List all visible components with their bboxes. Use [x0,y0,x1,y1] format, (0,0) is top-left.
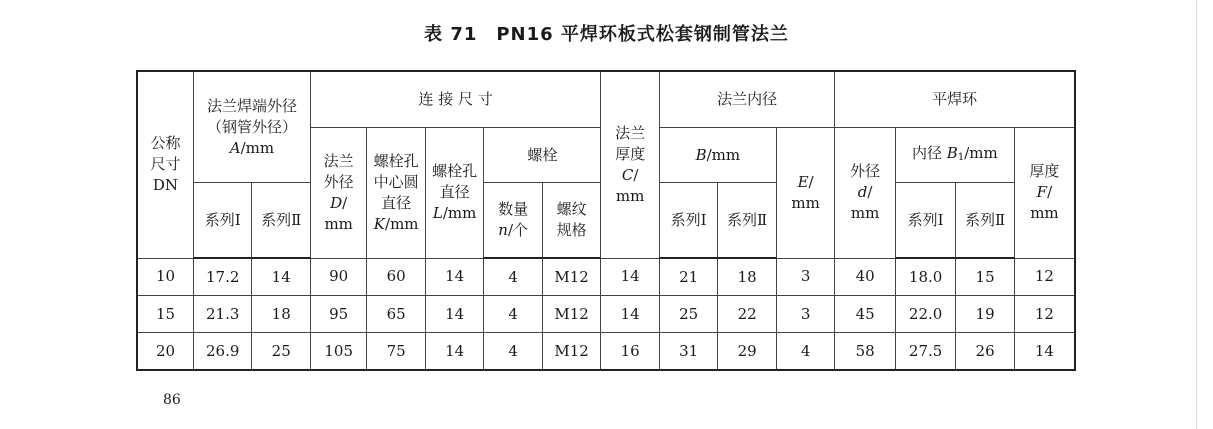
header-ring-od: 外径 d/ mm [835,128,896,259]
cell: M12 [542,333,601,371]
cell: 17.2 [193,258,251,296]
header-bolt-hole: 螺栓孔 直径 L/mm [425,128,483,259]
cell: 3 [776,258,835,296]
cell: 90 [310,258,366,296]
header-flange-od: 法兰 外径 D/ mm [310,128,366,259]
cell: 19 [956,296,1014,333]
cell: 14 [425,258,483,296]
cell: 29 [718,333,776,371]
header-dn: 公称 尺寸 DN [137,71,193,258]
cell: 25 [252,333,311,371]
cell: 15 [956,258,1014,296]
cell: 14 [252,258,311,296]
cell: 105 [310,333,366,371]
cell: 12 [1014,258,1075,296]
cell: 4 [484,258,542,296]
cell: M12 [542,296,601,333]
cell: 26 [956,333,1014,371]
cell: 75 [367,333,425,371]
header-bolt-count: 数量 n/个 [484,183,542,259]
header-weld-od: 法兰焊端外径 （钢管外径） A/mm [193,71,310,183]
cell: 12 [1014,296,1075,333]
cell: 31 [659,333,717,371]
header-inner-b-series2: 系列Ⅱ [718,183,776,259]
cell: 22 [718,296,776,333]
cell: 95 [310,296,366,333]
cell: 27.5 [895,333,956,371]
cell: 15 [137,296,193,333]
cell: 4 [484,296,542,333]
header-ring: 平焊环 [835,71,1075,128]
cell: 3 [776,296,835,333]
header-bolt: 螺栓 [484,128,601,183]
page-number: 86 [163,392,181,408]
header-inner-diameter: 法兰内径 [659,71,834,128]
header-inner-b-series1: 系列Ⅰ [659,183,717,259]
table-row [137,333,1075,371]
header-inner-e: E/ mm [776,128,835,259]
header-ring-id-series2: 系列Ⅱ [956,183,1014,259]
cell: 14 [425,296,483,333]
cell: 21.3 [193,296,251,333]
cell: 4 [776,333,835,371]
header-inner-b: B/mm [659,128,776,183]
header-thickness: 法兰 厚度 C/ mm [601,71,659,258]
cell: 18 [718,258,776,296]
cell: 14 [1014,333,1075,371]
cell: 65 [367,296,425,333]
cell: 20 [137,333,193,371]
cell: 18 [252,296,311,333]
header-ring-thickness: 厚度 F/ mm [1014,128,1075,259]
header-ring-id-series1: 系列Ⅰ [895,183,956,259]
cell: 4 [484,333,542,371]
cell: 14 [601,296,659,333]
table-row [137,296,1075,333]
cell: 22.0 [895,296,956,333]
cell: 16 [601,333,659,371]
cell: 58 [835,333,896,371]
page-edge-line [1196,0,1197,429]
cell: 40 [835,258,896,296]
cell: 18.0 [895,258,956,296]
table-title: 表 71 PN16 平焊环板式松套钢制管法兰 [424,24,789,45]
table-row [137,258,1075,296]
cell: 26.9 [193,333,251,371]
header-weld-od-series1: 系列Ⅰ [193,183,251,259]
cell: 25 [659,296,717,333]
cell: 14 [601,258,659,296]
cell: 21 [659,258,717,296]
header-ring-id: 内径 $B_1/mm$ [895,128,1014,183]
cell: 14 [425,333,483,371]
header-connection: 连 接 尺 寸 [310,71,600,128]
cell: 10 [137,258,193,296]
cell: 45 [835,296,896,333]
cell: 60 [367,258,425,296]
header-weld-od-series2: 系列Ⅱ [252,183,311,259]
cell: M12 [542,258,601,296]
flange-dimension-table [136,70,1076,371]
header-bolt-circle: 螺栓孔 中心圆 直径 K/mm [367,128,425,259]
header-bolt-thread: 螺纹 规格 [542,183,601,259]
